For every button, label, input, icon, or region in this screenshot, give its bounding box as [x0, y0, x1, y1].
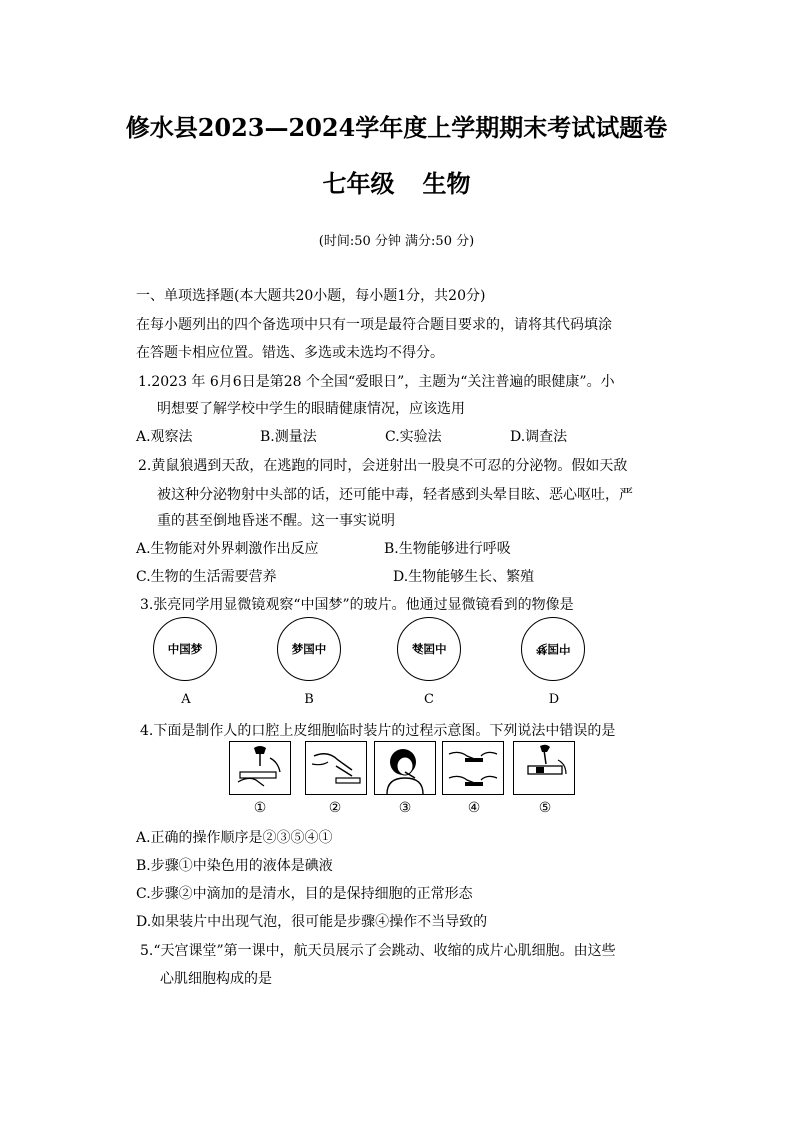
q4-step2-illustration: [305, 741, 367, 795]
q2-stem-line3: 重的甚至倒地昏迷不醒。这一事实说明: [157, 513, 395, 529]
q3-figure-b-text: 梦国中: [291, 642, 327, 656]
q2-stem-line1: 2.黄鼠狼遇到天敌，在逃跑的同时，会迸射出一股臭不可忍的分泌物。假如天敌: [138, 458, 628, 474]
q3-figure-d-circle: [521, 617, 585, 681]
q4-option-b: B.步骤①中染色用的液体是碘液: [136, 858, 333, 874]
q3-figure-a-circle: [153, 617, 217, 681]
q1-option-b: B.测量法: [260, 429, 317, 445]
exam-meta: (时间:50 分钟 满分:50 分): [318, 234, 475, 249]
q3-label-d: D: [548, 692, 560, 707]
section-instruction-1: 在每小题列出的四个备选项中只有一项是最符合题目要求的，请将其代码填涂: [136, 317, 612, 333]
q3-figure-b-circle: [277, 617, 341, 681]
q4-step5-label: ⑤: [538, 800, 552, 816]
q5-stem-line1: 5.“天宫课堂”第一课中，航天员展示了会跳动、收缩的成片心肌细胞。由这些: [140, 943, 616, 959]
q3-figure-c-circle: [397, 617, 461, 681]
grade-label: 七年级: [322, 169, 395, 198]
q3-figure-a-text: 中国梦: [167, 642, 203, 656]
q2-option-c: C.生物的生活需要营养: [136, 569, 277, 585]
q4-step1-illustration: [229, 741, 291, 795]
q4-option-c: C.步骤②中滴加的是清水，目的是保持细胞的正常形态: [136, 886, 473, 902]
q1-option-d: D.调查法: [510, 429, 568, 445]
exam-title: 修水县2023—2024学年度上学期期末考试试题卷: [125, 113, 668, 142]
q3-stem: 3.张亮同学用显微镜观察“中国梦”的玻片。他通过显微镜看到的物像是: [140, 597, 574, 613]
q4-step5-illustration: [513, 741, 575, 795]
q4-step3-label: ③: [398, 800, 412, 816]
q4-option-a: A.正确的操作顺序是②③⑤④①: [136, 830, 333, 846]
q2-option-d: D.生物能够生长、繁殖: [393, 569, 535, 585]
q4-step4-illustration: [442, 741, 504, 795]
subject-label: 生物: [422, 169, 471, 198]
grade-subject: [0, 164, 793, 199]
q1-stem-line1: 1.2023 年 6月6日是第28 个全国“爱眼日”，主题为“关注普遍的眼健康”。小: [138, 374, 615, 390]
q1-option-a: A.观察法: [136, 429, 193, 445]
q3-label-b: B: [304, 692, 314, 707]
q3-label-a: A: [181, 692, 191, 707]
q1-stem-line2: 明想要了解学校中学生的眼睛健康情况，应该选用: [157, 401, 465, 417]
q3-label-c: C: [424, 692, 434, 707]
q5-stem-line2: 心肌细胞构成的是: [160, 971, 272, 987]
q4-option-d: D.如果装片中出现气泡，很可能是步骤④操作不当导致的: [136, 914, 488, 930]
q4-step3-illustration: [374, 741, 436, 795]
q2-stem-line2: 被这种分泌物射中头部的话，还可能中毒，轻者感到头晕目眩、恶心呕吐，严: [157, 487, 633, 503]
q3-figure-d-text: 中国梦: [535, 642, 571, 656]
q4-step2-label: ②: [328, 800, 342, 816]
section-instruction-2: 在答题卡相应位置。错选、多选或未选均不得分。: [136, 345, 444, 361]
q4-step4-label: ④: [467, 800, 481, 816]
q4-step1-label: ①: [253, 800, 267, 816]
q1-option-c: C.实验法: [385, 429, 442, 445]
q3-figure-c-text: 中国梦: [411, 642, 447, 656]
q2-option-a: A.生物能对外界刺激作出反应: [136, 541, 319, 557]
section-heading: 一、单项选择题(本大题共20小题，每小题1分，共20分): [136, 288, 486, 304]
q4-stem: 4.下面是制作人的口腔上皮细胞临时装片的过程示意图。下列说法中错误的是: [140, 723, 616, 739]
q2-option-b: B.生物能够进行呼吸: [384, 541, 511, 557]
